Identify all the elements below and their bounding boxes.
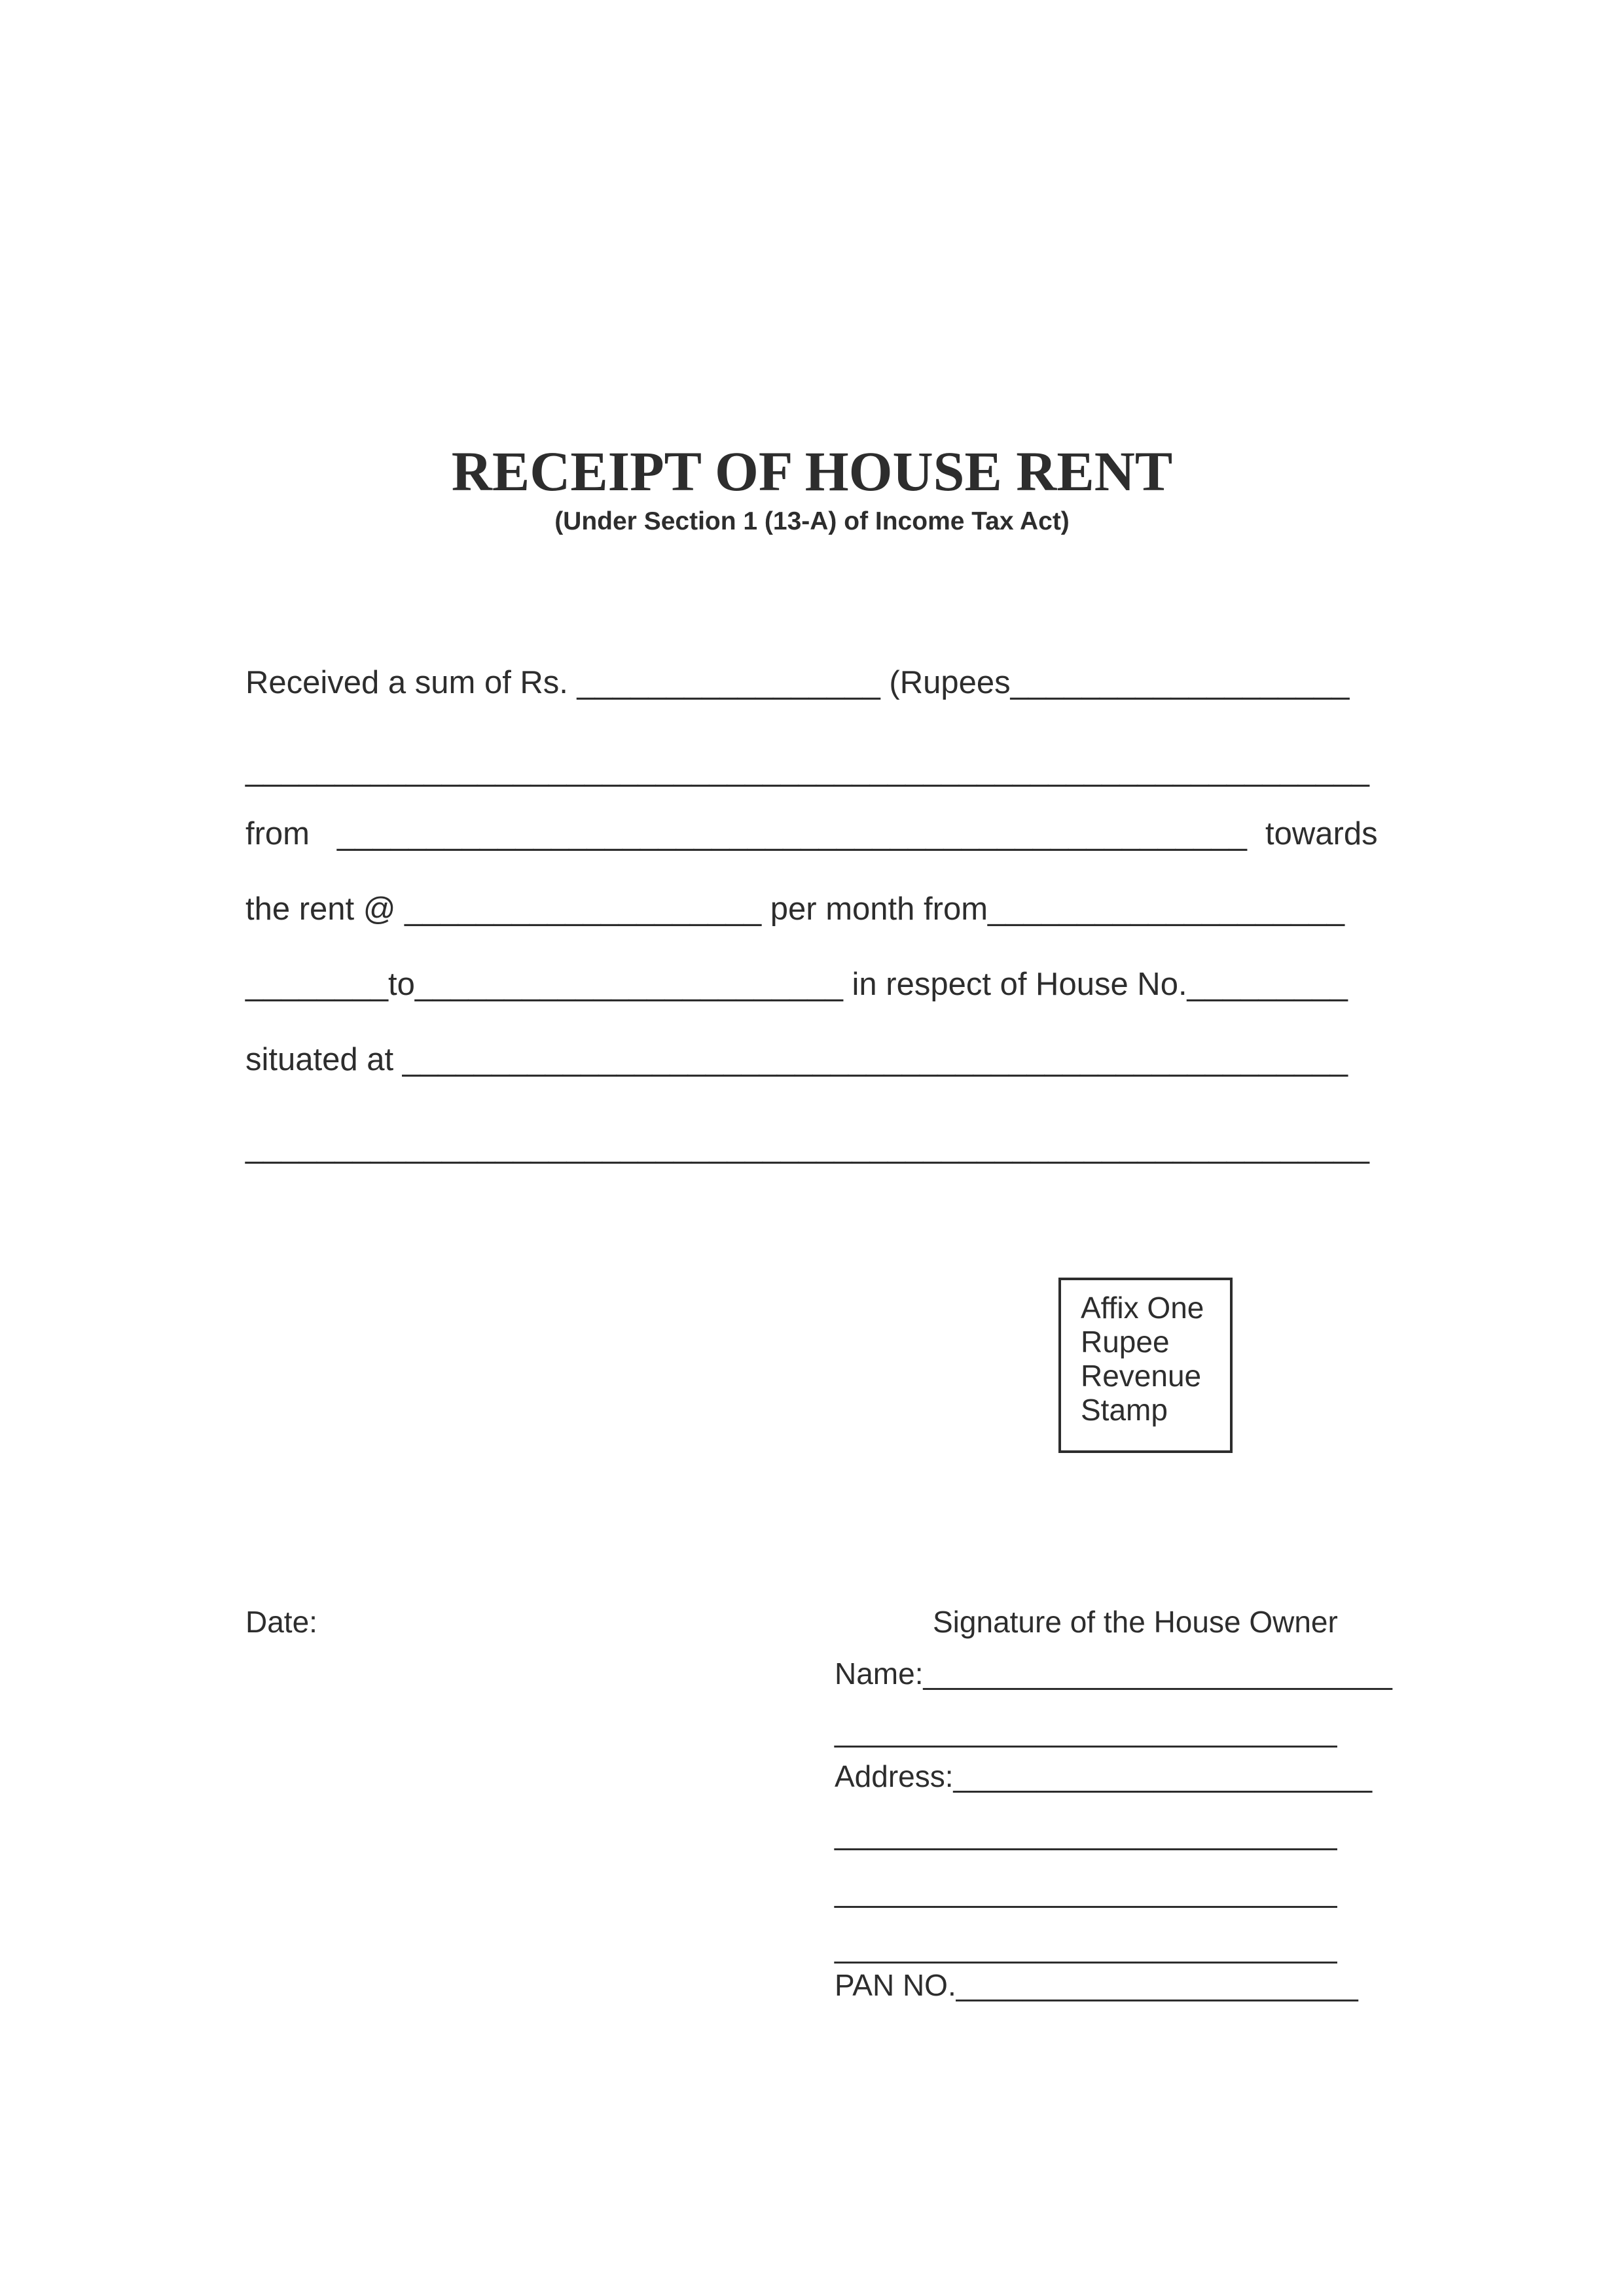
revenue-stamp-box bbox=[1058, 1278, 1233, 1453]
owner-address-line: Address:_________________________ bbox=[835, 1759, 1373, 1793]
owner-address-continuation-1: ______________________________ bbox=[835, 1817, 1337, 1851]
stamp-line-2: Rupee bbox=[1081, 1325, 1170, 1359]
owner-name-line: Name:____________________________ bbox=[835, 1657, 1392, 1691]
rupees-continuation-line: _______________________________________________________________ bbox=[245, 752, 1369, 787]
stamp-instructions bbox=[1081, 1291, 1204, 1427]
rent-rate-line: the rent @ ____________________ per month from____________________ bbox=[245, 891, 1345, 927]
stamp-line-1: Affix One bbox=[1081, 1291, 1204, 1325]
stamp-line-3: Revenue bbox=[1081, 1359, 1202, 1393]
owner-address-continuation-3: ______________________________ bbox=[835, 1930, 1337, 1964]
towards-label: towards bbox=[1265, 816, 1378, 852]
situated-at-line: situated at _____________________________________________________ bbox=[245, 1042, 1348, 1077]
from-label: from bbox=[245, 816, 310, 852]
owner-name-continuation-line: ______________________________ bbox=[835, 1714, 1337, 1748]
page-title: RECEIPT OF HOUSE RENT bbox=[451, 440, 1173, 503]
owner-address-continuation-2: ______________________________ bbox=[835, 1874, 1337, 1909]
owner-pan-line: PAN NO.________________________ bbox=[835, 1968, 1358, 2002]
date-label: Date: bbox=[245, 1605, 317, 1639]
stamp-line-4: Stamp bbox=[1081, 1393, 1168, 1427]
from-blank: ___________________________________________________ bbox=[337, 816, 1247, 852]
received-sum-line: Received a sum of Rs. _________________ (Rupees___________________ bbox=[245, 665, 1350, 700]
signature-label: Signature of the House Owner bbox=[933, 1605, 1338, 1639]
address-continuation-line: _______________________________________________________________ bbox=[245, 1129, 1369, 1164]
period-house-no-line: ________to________________________ in respect of House No._________ bbox=[245, 967, 1348, 1002]
page-subtitle: (Under Section 1 (13-A) of Income Tax Act) bbox=[554, 507, 1070, 535]
